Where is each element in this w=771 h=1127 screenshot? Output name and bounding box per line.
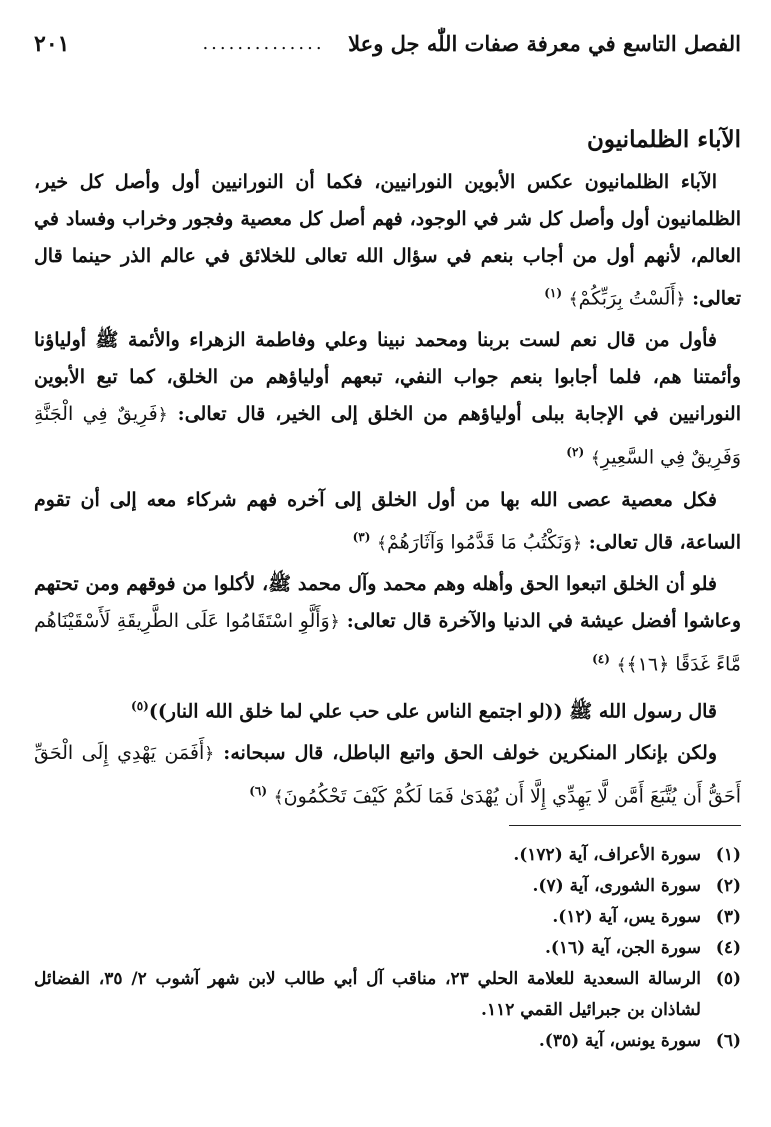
footnote-number: (٥)	[715, 969, 741, 989]
footnote-text: سورة الأعراف، آية (١٧٢).	[513, 845, 701, 865]
footnote-text: سورة الجن، آية (١٦).	[544, 938, 701, 958]
paragraph-2	[34, 322, 741, 477]
paragraph-5	[34, 688, 741, 730]
verse-open-ornament: ﴿	[675, 289, 686, 310]
verse-close-ornament: ﴾	[568, 289, 579, 310]
chapter-title: الفصل التاسع في معرفة صفات اللّٰه جل وعلا	[348, 31, 741, 56]
footnote-number: (٤)	[715, 938, 741, 958]
footnote-number: (٦)	[715, 1031, 741, 1051]
verse-close-ornament: ﴾	[616, 655, 627, 676]
paragraph-text: ولكن بإنكار المنكرين خولف الحق واتبع الباطل، قال سبحانه:	[214, 741, 717, 764]
verse-close-ornament: ﴾	[590, 448, 601, 469]
paragraph-text: الآباء الظلمانيون عكس الأبوين النورانيين، فكما أن النورانيين أول وأصل كل خير، الظلمانيون أول وأصل كل شر في الوجود، فهم أصل كل معصية وفجور وخراب وفساد في العالم، لأنهم أول من أجاب بنعم في سؤال الله تعالى للخلائق في عالم الذر حينما قال تعالى:	[34, 171, 741, 310]
footnote-text: سورة يونس، آية (٣٥).	[538, 1031, 701, 1051]
running-header	[34, 24, 741, 64]
footnote-separator	[509, 825, 741, 826]
footnotes-list	[34, 840, 741, 1057]
footnote-item	[34, 1026, 741, 1057]
verse-open-ornament: ﴿	[329, 611, 340, 632]
quran-verse: وَأَلَّوِ اسْتَقَامُوا عَلَى الطَّرِيقَةِ لَأَسْقَيْنَاهُم مَّاءً غَدَقًا ﴿١٦﴾	[34, 609, 741, 676]
footnote-item	[34, 840, 741, 871]
quran-verse: وَنَكْتُبُ مَا قَدَّمُوا وَآثَارَهُمْ	[387, 530, 573, 553]
paragraph-text: قال رسول الله ﷺ ((لو اجتمع الناس على حب علي لما خلق الله النار))	[148, 700, 717, 723]
paragraph-text: فكل معصية عصى الله بها من أول الخلق إلى آخره فهم شركاء معه إلى أن تقوم الساعة، قال تعالى:	[34, 488, 741, 553]
footnote-text: سورة يس، آية (١٢).	[552, 907, 701, 927]
quran-verse: أَلَسْتُ بِرَبِّكُمْ	[578, 287, 676, 310]
footnote-number: (٢)	[715, 876, 741, 896]
header-leader-dots: ..............	[202, 33, 325, 54]
quran-verse: فَرِيقٌ فِي الْجَنَّةِ وَفَرِيقٌ فِي السَّعِيرِ	[34, 403, 741, 469]
body-text	[34, 164, 741, 816]
footnote-ref[interactable]: (٣)	[352, 529, 371, 544]
verse-close-ornament: ﴾	[377, 532, 388, 553]
verse-open-ornament: ﴿	[204, 743, 215, 764]
footnote-item	[34, 871, 741, 902]
paragraph-4	[34, 566, 741, 684]
verse-close-ornament: ﴾	[273, 786, 284, 807]
footnote-number: (١)	[715, 845, 741, 865]
footnote-ref[interactable]: (٢)	[566, 445, 585, 460]
paragraph-6	[34, 735, 741, 816]
paragraph-text: فلو أن الخلق اتبعوا الحق وأهله وهم محمد وآل محمد ﷺ، لأكلوا من فوقهم ومن تحتهم وعاشوا أفضل عيشة في الدنيا والآخرة قال تعالى:	[34, 572, 741, 632]
book-page	[34, 24, 741, 1127]
verse-open-ornament: ﴿	[572, 532, 583, 553]
paragraph-1	[34, 164, 741, 318]
footnote-ref[interactable]: (١)	[544, 286, 563, 300]
verse-open-ornament: ﴿	[157, 405, 168, 426]
paragraph-3	[34, 482, 741, 562]
footnote-text: سورة الشورى، آية (٧).	[532, 876, 701, 896]
page-number: ٢٠١	[34, 31, 70, 57]
section-title: الآباء الظلمانيون	[586, 126, 741, 153]
footnote-ref[interactable]: (٦)	[249, 783, 268, 798]
footnote-ref[interactable]: (٥)	[131, 699, 149, 714]
footnote-item	[34, 902, 741, 933]
footnote-number: (٣)	[715, 907, 741, 927]
footnote-text: الرسالة السعدية للعلامة الحلي ٢٣، مناقب آل أبي طالب لابن شهر آشوب ٢/ ٣٥، الفضائل لشاذان بن جبرائيل القمي ١١٢.	[34, 969, 701, 1020]
paragraph-text: فأول من قال نعم لست بربنا ومحمد نبينا وعلي وفاطمة الزهراء والأئمة ﷺ أولياؤنا وأئمتنا هم، فلما أجابوا بنعم جواب النفي، تبعهم أولياؤهم من الخلق، كما تبع الأبوين النورانيين في الإجابة ببلى أولياؤهم من الخلق إلى الخير، قال تعالى:	[34, 329, 741, 426]
footnote-ref[interactable]: (٤)	[592, 651, 610, 666]
footnote-item	[34, 964, 741, 1026]
footnote-item	[34, 933, 741, 964]
quran-verse: أَفَمَن يَهْدِي إِلَى الْحَقِّ أَحَقُّ أَن يُتَّبَعَ أَمَّن لَّا يَهِدِّي إِلَّا أَن يُهْدَىٰ فَمَا لَكُمْ كَيْفَ تَحْكُمُونَ	[34, 741, 741, 807]
